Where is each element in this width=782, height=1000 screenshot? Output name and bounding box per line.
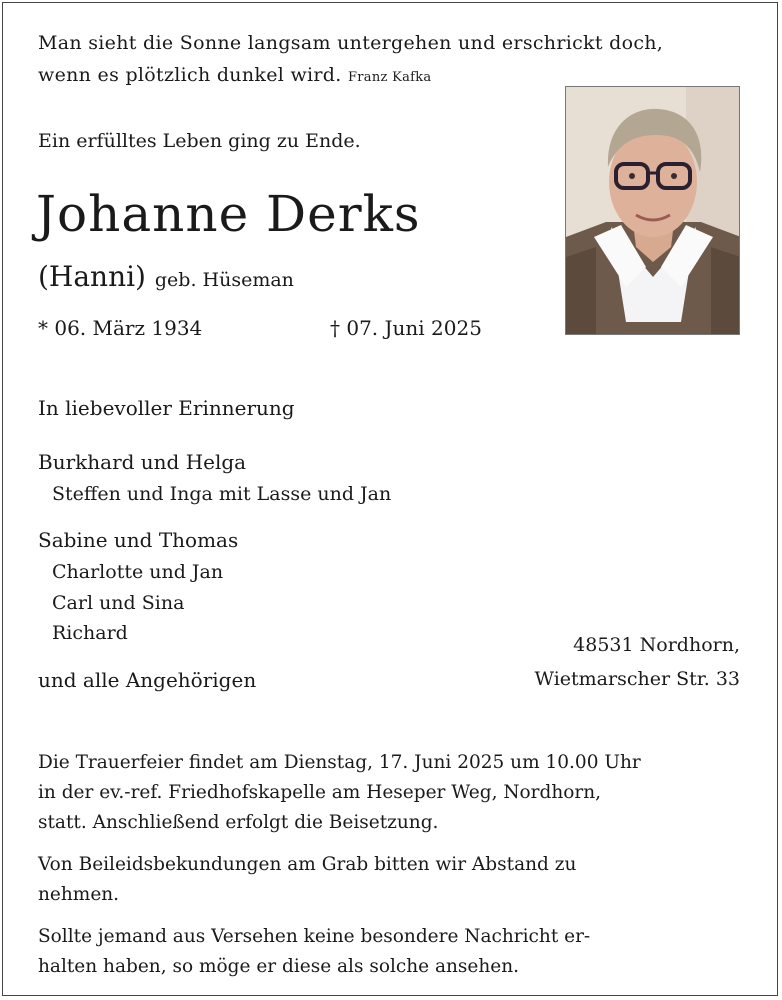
family-1-parents: Burkhard und Helga (38, 450, 247, 474)
quote-line-2 (38, 64, 431, 86)
condolence-line-1: Von Beileidsbekundungen am Grab bitten wir Abstand zu (38, 854, 577, 875)
notice-line-1: Sollte jemand aus Versehen keine besondere Nachricht er- (38, 926, 591, 947)
service-line-2: in der ev.-ref. Friedhofskapelle am Heseper Weg, Nordhorn, (38, 782, 602, 803)
address-street: Wietmarscher Str. 33 (534, 668, 740, 690)
family-2-child-1: Charlotte und Jan (52, 561, 224, 583)
notice-paragraph (38, 922, 743, 982)
address-city: 48531 Nordhorn, (573, 634, 740, 656)
portrait-photo (565, 86, 740, 335)
relatives-line: und alle Angehörigen (38, 668, 257, 692)
birth-name: geb. Hüseman (154, 269, 294, 291)
nickname-line (38, 260, 294, 293)
service-line-3: statt. Anschließend erfolgt die Beisetzung. (38, 812, 439, 833)
condolence-line-2: nehmen. (38, 884, 120, 905)
family-1-child-1: Steffen und Inga mit Lasse und Jan (52, 483, 392, 505)
service-line-1: Die Trauerfeier findet am Dienstag, 17. Juni 2025 um 10.00 Uhr (38, 752, 641, 773)
quote-text: wenn es plötzlich dunkel wird. (38, 64, 342, 86)
family-2-parents: Sabine und Thomas (38, 528, 239, 552)
nickname: (Hanni) (38, 260, 146, 293)
intro-text: Ein erfülltes Leben ging zu Ende. (38, 130, 361, 152)
death-date: † 07. Juni 2025 (330, 316, 482, 340)
memory-heading: In liebevoller Erinnerung (38, 396, 295, 420)
condolence-paragraph (38, 850, 743, 910)
family-2-child-2: Carl und Sina (52, 592, 185, 614)
portrait-image (566, 87, 740, 335)
notice-line-2: halten haben, so möge er diese als solche ansehen. (38, 956, 520, 977)
quote-author: Franz Kafka (347, 70, 432, 85)
service-paragraph (38, 748, 743, 838)
birth-date: * 06. März 1934 (38, 316, 203, 340)
quote-line-1: Man sieht die Sonne langsam untergehen und erschrickt doch, (38, 32, 664, 54)
deceased-name: Johanne Derks (36, 185, 421, 243)
family-2-child-3: Richard (52, 622, 128, 644)
